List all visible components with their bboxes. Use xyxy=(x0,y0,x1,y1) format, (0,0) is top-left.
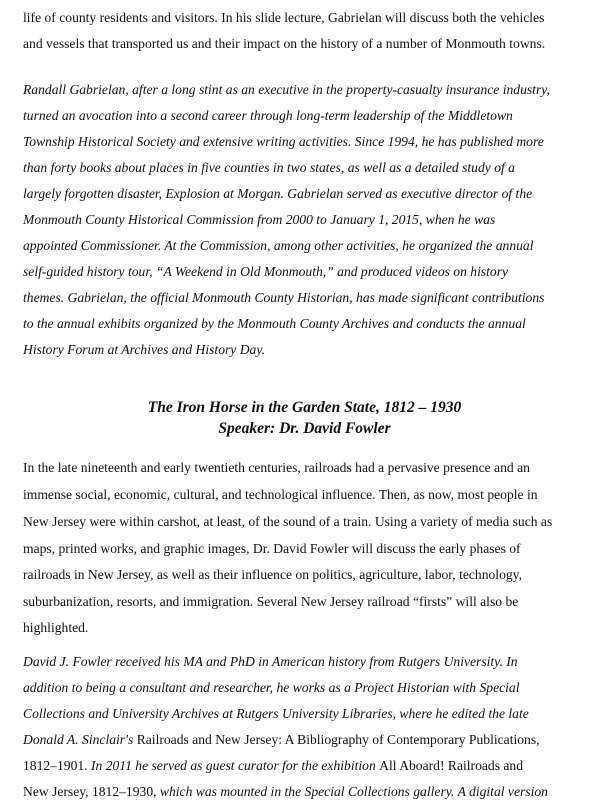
exhibition-title: New Jersey, 1812–1930, xyxy=(23,784,160,799)
text-line: immense social, economic, cultural, and technological influence. Then, as now, most people in xyxy=(23,487,538,502)
exhibition-title: All Aboard! Railroads and xyxy=(379,758,524,773)
text-line: themes. Gabrielan, the official Monmouth County Historian, has made significant contributions xyxy=(23,290,545,305)
text-span: Donald A. Sinclair's xyxy=(23,732,137,747)
text-line: New Jersey were within carshot, at least, of the sound of a train. Using a variety of media such as xyxy=(23,514,553,529)
text-line: suburbanization, resorts, and immigration. Several New Jersey railroad “firsts” will also be xyxy=(23,594,519,609)
text-line: Township Historical Society and extensive writing activities. Since 1994, he has published more xyxy=(23,134,544,149)
text-line: self-guided history tour, “A Weekend in Old Monmouth,” and produced videos on history xyxy=(23,264,509,279)
text-line: addition to being a consultant and researcher, he works as a Project Historian with Special xyxy=(23,680,520,695)
text-span: which was mounted in the Special Collections gallery. A digital version xyxy=(159,784,548,799)
text-span: 1812–1901. xyxy=(23,758,91,773)
talk-title: The Iron Horse in the Garden State, 1812 – 1930 xyxy=(147,399,462,416)
text-line xyxy=(23,783,548,801)
text-line: railroads in New Jersey, as well as their influence on politics, agriculture, labor, technology, xyxy=(23,567,522,582)
text-line: History Forum at Archives and History Day. xyxy=(23,342,266,357)
text-line: appointed Commissioner. At the Commission, among other activities, he organized the annual xyxy=(23,238,534,253)
text-line: turned an avocation into a second career through long-term leadership of the Middletown xyxy=(23,108,513,123)
text-span: In 2011 he served as guest curator for the exhibition xyxy=(90,758,380,773)
text-line: maps, printed works, and graphic images, Dr. David Fowler will discuss the early phases of xyxy=(23,541,521,556)
text-line xyxy=(23,757,523,775)
text-line: Randall Gabrielan, after a long stint as an executive in the property-casualty insurance industry, xyxy=(23,82,550,97)
text-line: Collections and University Archives at Rutgers University Libraries, where he edited the late xyxy=(23,706,529,721)
text-line: highlighted. xyxy=(23,620,89,635)
text-line: than forty books about places in five counties in two states, as well as a detailed study of a xyxy=(23,160,515,175)
text-line: David J. Fowler received his MA and PhD in American history from Rutgers University. In xyxy=(23,654,518,669)
text-line: to the annual exhibits organized by the Monmouth County Archives and conducts the annual xyxy=(23,316,526,331)
book-title: Railroads and New Jersey: A Bibliography of Contemporary Publications, xyxy=(136,732,540,747)
text-line: and vessels that transported us and their impact on the history of a number of Monmouth towns. xyxy=(23,36,546,51)
text-line: Monmouth County Historical Commission from 2000 to January 1, 2015, when he was xyxy=(23,212,496,227)
text-line: In the late nineteenth and early twentieth centuries, railroads had a pervasive presence and an xyxy=(23,460,530,475)
text-line: largely forgotten disaster, Explosion at Morgan. Gabrielan served as executive director of the xyxy=(23,186,533,201)
talk-speaker: Speaker: Dr. David Fowler xyxy=(218,420,391,437)
text-line xyxy=(23,731,540,749)
text-line: life of county residents and visitors. In his slide lecture, Gabrielan will discuss both the vehicles xyxy=(23,10,545,25)
